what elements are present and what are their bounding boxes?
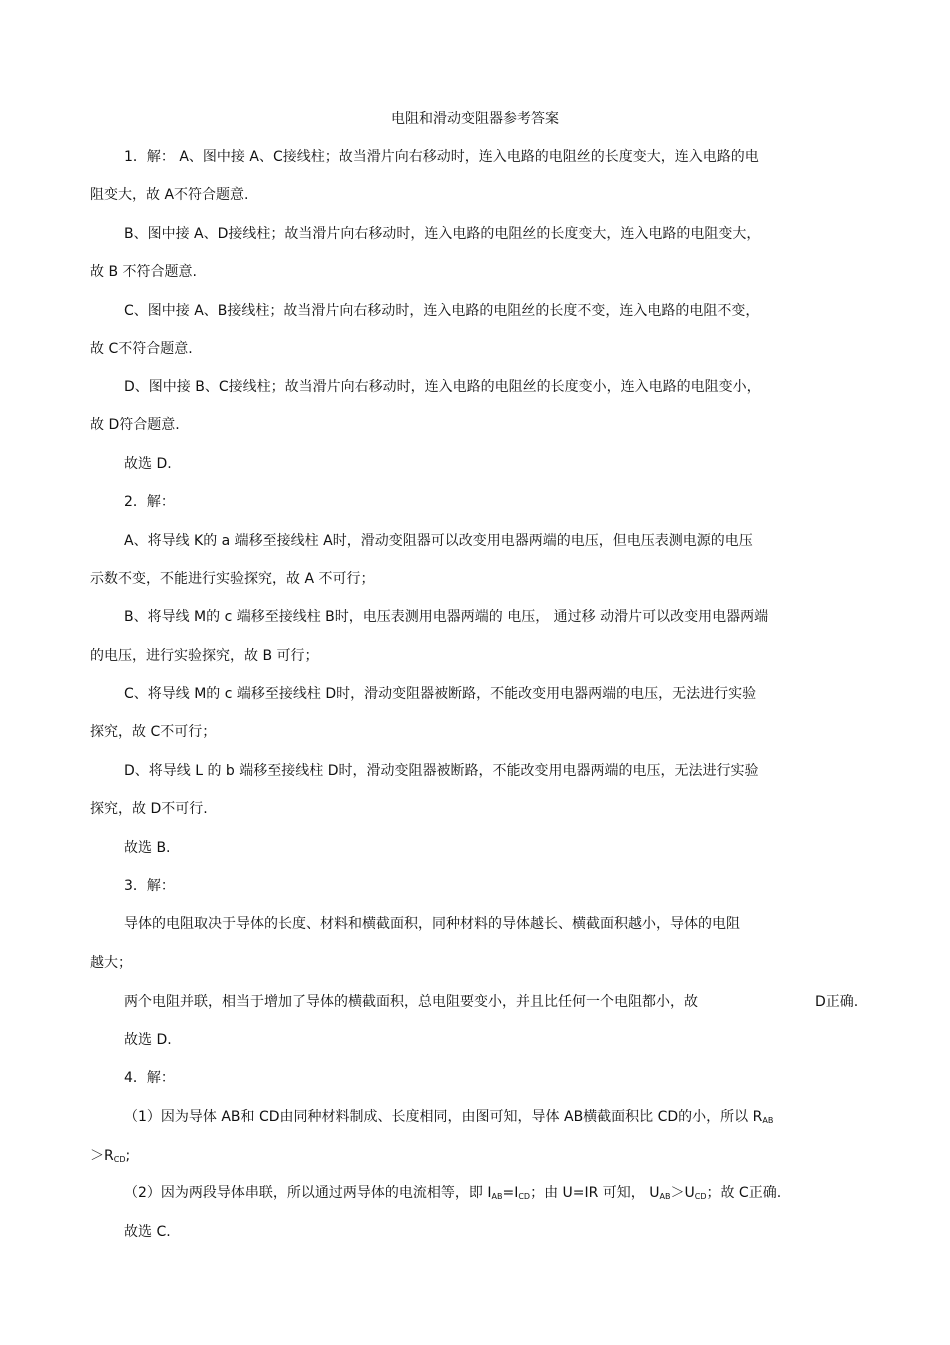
q2-c-line-1: C、将导线 M的 c 端移至接线柱 D时，滑动变阻器被断路，不能改变用电器两端的电压，无法进行实验 xyxy=(124,686,757,702)
q2-d-line-2: 探究，故 D不可行. xyxy=(90,801,208,817)
q3-answer: 故选 D. xyxy=(124,1032,172,1048)
q1-line-1: 1．解： A、图中接 A、C接线柱；故当滑片向右移动时，连入电路的电阻丝的长度变大，连入电路的电 xyxy=(124,149,759,165)
q2-a-line-1: A、将导线 K的 a 端移至接线柱 A时，滑动变阻器可以改变用电器两端的电压，但电压表测电源的电压 xyxy=(124,533,753,549)
q2-heading: 2．解： xyxy=(124,494,175,510)
q1-b-line-2: 故 B 不符合题意. xyxy=(90,264,197,280)
q1-c-line-2: 故 C不符合题意. xyxy=(90,341,193,357)
q2-c-line-2: 探究，故 C不可行； xyxy=(90,724,217,740)
q4-line-1-sub: AB xyxy=(762,1116,774,1125)
q4-answer: 故选 C. xyxy=(124,1224,171,1240)
q1-d-line-1: D、图中接 B、C接线柱；故当滑片向右移动时，连入电路的电阻丝的长度变小，连入电路的电阻变小， xyxy=(124,379,761,395)
q4-line-2 xyxy=(90,1146,130,1170)
q4-line-3-mid: =I xyxy=(502,1185,519,1201)
q4-line-3-sub2: CD xyxy=(518,1192,531,1201)
q3-line-3-tail: D正确. xyxy=(815,994,859,1010)
q1-b-line-1: B、图中接 A、D接线柱；故当滑片向右移动时，连入电路的电阻丝的长度变大，连入电路的电阻变大， xyxy=(124,226,761,242)
q1-d-line-2: 故 D符合题意. xyxy=(90,417,180,433)
q4-line-1-text: （1）因为导体 AB和 CD由同种材料制成、长度相同，由图可知，导体 AB横截面积比 CD的小，所以 R xyxy=(124,1109,763,1125)
q4-line-3-rest: ；由 U=IR 可知， U xyxy=(530,1185,660,1201)
q4-line-3-sub4: CD xyxy=(694,1192,707,1201)
q4-line-2-sub: CD xyxy=(113,1155,126,1164)
q4-line-3-text: （2）因为两段导体串联，所以通过两导体的电流相等，即 I xyxy=(124,1185,492,1201)
q4-line-3-sub3: AB xyxy=(659,1192,671,1201)
q4-line-3 xyxy=(124,1183,781,1207)
q1-c-line-1: C、图中接 A、B接线柱；故当滑片向右移动时，连入电路的电阻丝的长度不变，连入电路的电阻不变， xyxy=(124,303,760,319)
q4-line-3-gt: ＞U xyxy=(670,1185,695,1201)
q2-d-line-1: D、将导线 L 的 b 端移至接线柱 D时，滑动变阻器被断路，不能改变用电器两端的电压，无法进行实验 xyxy=(124,763,759,779)
q4-heading: 4．解： xyxy=(124,1070,175,1086)
q1-answer: 故选 D. xyxy=(124,456,172,472)
q3-line-1: 导体的电阻取决于导体的长度、材料和横截面积，同种材料的导体越长、横截面积越小，导体的电阻 xyxy=(124,916,740,932)
document-title: 电阻和滑动变阻器参考答案 xyxy=(391,111,559,127)
q2-answer: 故选 B. xyxy=(124,840,171,856)
q4-line-2-b: ; xyxy=(125,1148,131,1164)
q4-line-3-sub1: AB xyxy=(491,1192,503,1201)
q2-a-line-2: 示数不变，不能进行实验探究，故 A 不可行； xyxy=(90,571,375,587)
q4-line-1 xyxy=(124,1107,773,1131)
q4-line-3-end: ；故 C正确. xyxy=(706,1185,782,1201)
q1-line-2: 阻变大，故 A不符合题意. xyxy=(90,187,249,203)
q3-line-3: 两个电阻并联，相当于增加了导体的横截面积，总电阻要变小，并且比任何一个电阻都小，故 xyxy=(124,994,698,1010)
q3-line-2: 越大； xyxy=(90,955,132,971)
q3-heading: 3．解： xyxy=(124,878,175,894)
q2-b-line-1: B、将导线 M的 c 端移至接线柱 B时，电压表测用电器两端的 电压， 通过移 动滑片可以改变用电器两端 xyxy=(124,609,769,625)
q4-line-2-a: ＞R xyxy=(90,1148,114,1164)
q2-b-line-2: 的电压，进行实验探究，故 B 可行； xyxy=(90,648,319,664)
